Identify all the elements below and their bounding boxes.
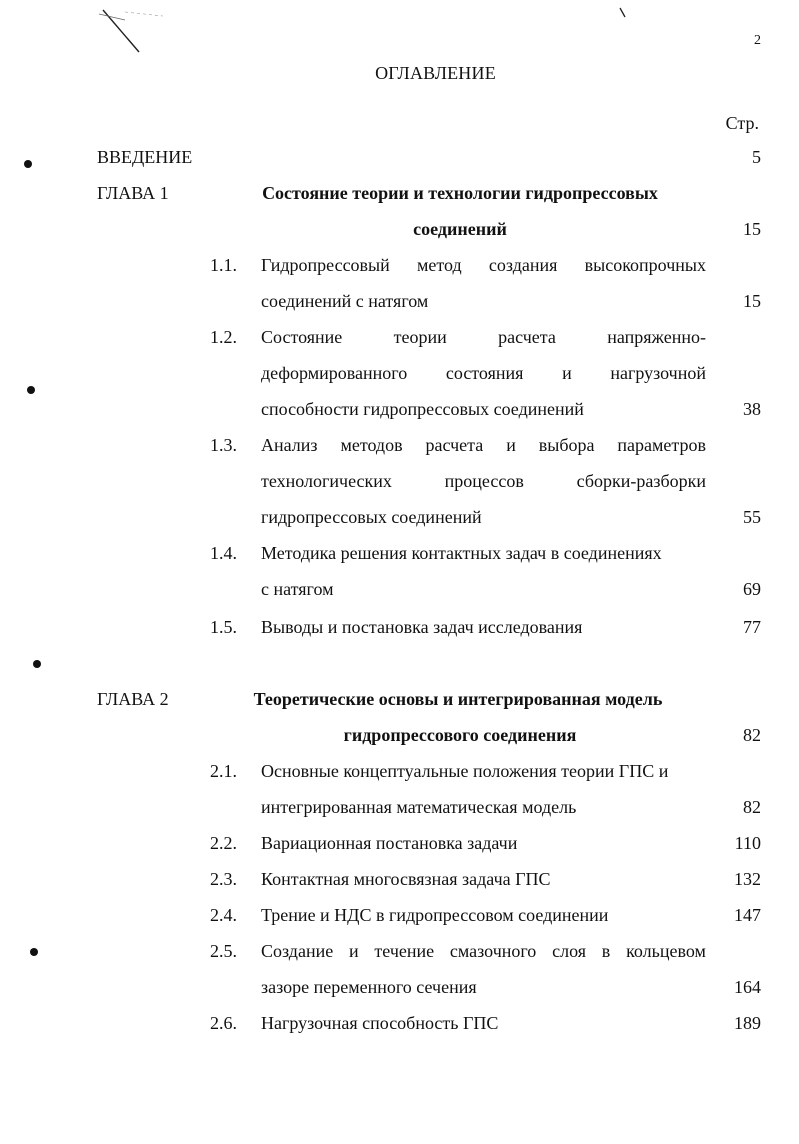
section-number: 1.1. [210,255,237,275]
section-line: зазоре переменного сечения [261,977,477,997]
section-line: Трение и НДС в гидропрессовом соединении [261,905,609,925]
section-number: 2.3. [210,869,237,889]
section-page: 82 [743,797,761,817]
intro-page: 5 [752,147,761,167]
section-page: 69 [743,579,761,599]
section-line: интегрированная математическая модель [261,797,577,817]
page-title: ОГЛАВЛЕНИЕ [375,63,496,83]
section-number: 2.1. [210,761,237,781]
section-line: Контактная многосвязная задача ГПС [261,869,551,889]
scan-stroke-mark [95,4,175,56]
section-line: Создание и течение смазочного слоя в кольцевом [261,941,706,961]
section-number: 1.5. [210,617,237,637]
section-page: 132 [734,869,761,889]
section-line: Выводы и постановка задач исследования [261,617,583,637]
section-line: деформированного состояния и нагрузочной [261,363,706,383]
section-line: соединений с натягом [261,291,429,311]
section-page: 15 [743,291,761,311]
section-line: Нагрузочная способность ГПС [261,1013,499,1033]
section-line: Гидропрессовый метод создания высокопрочных [261,255,706,275]
binder-hole-dot [27,386,35,394]
section-line: гидропрессовых соединений [261,507,482,527]
binder-hole-dot [30,948,38,956]
section-line: с натягом [261,579,334,599]
section-line: Методика решения контактных задач в соединениях [261,543,662,563]
page-number: 2 [754,33,761,48]
section-page: 147 [734,905,761,925]
section-line: Вариационная постановка задачи [261,833,518,853]
section-number: 1.4. [210,543,237,563]
section-number: 1.2. [210,327,237,347]
section-number: 2.4. [210,905,237,925]
chapter1-title-line1: Состояние теории и технологии гидропрессовых [262,183,658,203]
chapter1-label: ГЛАВА 1 [97,183,169,203]
section-page: 189 [734,1013,761,1033]
section-number: 2.2. [210,833,237,853]
section-page: 38 [743,399,761,419]
chapter2-page: 82 [743,725,761,745]
section-number: 1.3. [210,435,237,455]
page-column-label: Стр. [725,113,759,133]
chapter2-title-line2: гидропрессового соединения [343,725,577,745]
section-line: Основные концептуальные положения теории ГПС и [261,761,669,781]
chapter1-page: 15 [743,219,761,239]
binder-hole-dot [33,660,41,668]
section-line: способности гидропрессовых соединений [261,399,584,419]
chapter2-title-line1: Теоретические основы и интегрированная модель [253,689,663,709]
section-line: Анализ методов расчета и выбора параметров [261,435,706,455]
section-page: 110 [734,833,761,853]
section-page: 77 [743,617,761,637]
section-line: технологических процессов сборки-разборки [261,471,706,491]
binder-hole-dot [24,160,32,168]
section-page: 164 [734,977,761,997]
chapter1-title-line2: соединений [413,219,507,239]
section-page: 55 [743,507,761,527]
scan-tick-mark [618,6,628,20]
section-line: Состояние теории расчета напряженно- [261,327,706,347]
intro-label: ВВЕДЕНИЕ [97,147,193,167]
section-number: 2.6. [210,1013,237,1033]
chapter2-label: ГЛАВА 2 [97,689,169,709]
section-number: 2.5. [210,941,237,961]
